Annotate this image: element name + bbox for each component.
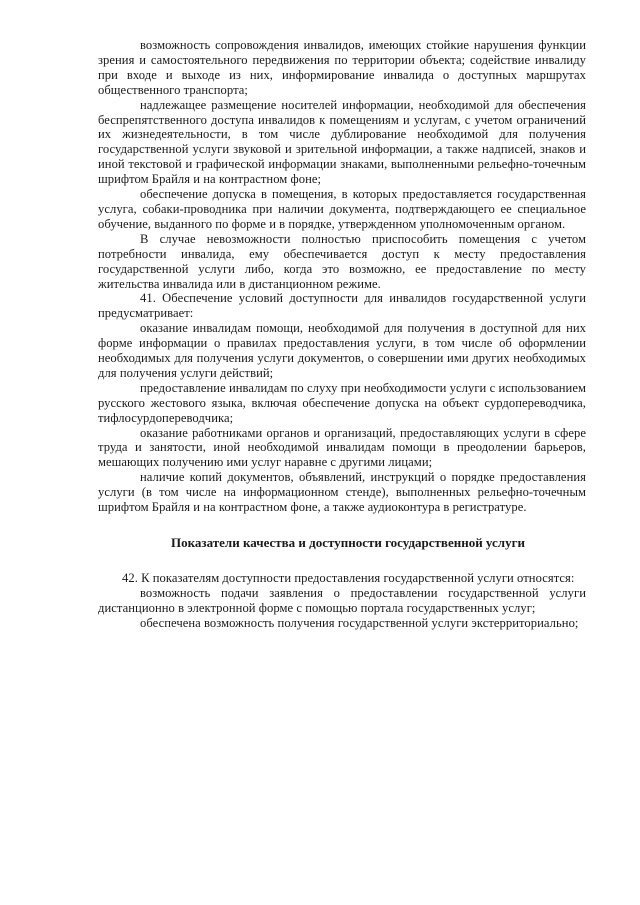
paragraph-staff-help: оказание работниками органов и организаций, предоставляющих услуги в сфере труда и занятости, иной необходимой инвалидам помощи в преодолении барьеров, мешающих получению ими услуг наравне с другими лицами; xyxy=(98,425,586,470)
paragraph-assistance: оказание инвалидам помощи, необходимой для получения в доступной для них форме информации о правилах предоставления услуги, в том числе об оформлении необходимых для получения услуги документов, о совершении ими других необходимых для получения услуги действий; xyxy=(98,321,586,380)
paragraph-sign-language: предоставление инвалидам по слуху при необходимости услуги с использованием русского жестового языка, включая обеспечение допуска на объект сурдопереводчика, тифлосурдопереводчика; xyxy=(98,380,586,425)
paragraph-guide-dog: обеспечение допуска в помещения, в которых предоставляется государственная услуга, собаки-проводника при наличии документа, подтверждающего ее специальное обучение, выданного по форме и в порядке, утвержденном уполномоченным органом. xyxy=(98,187,586,231)
paragraph-information-placement: надлежащее размещение носителей информации, необходимой для обеспечения беспрепятственного доступа инвалидов к помещениям и услугам, с учетом ограничений их жизнедеятельности, в том числе дублирование необходимой для получения государственной услуги звуковой и зрительной информации, а также надписей, знаков и иной текстовой и графической информации знаками, выполненными рельефно-точечным шрифтом Брайля и на контрастном фоне; xyxy=(98,97,586,187)
paragraph-escort: возможность сопровождения инвалидов, имеющих стойкие нарушения функции зрения и самостоятельного передвижения по территории объекта; содействие инвалиду при входе и выходе из них, информирование инвалида о доступных маршрутах общественного транспорта; xyxy=(98,38,586,97)
section-heading: Показатели качества и доступности государственной услуги xyxy=(170,535,525,550)
paragraph-41: 41. Обеспечение условий доступности для инвалидов государственной услуги предусматривает: xyxy=(98,291,586,321)
paragraph-42: 42. К показателям доступности предоставления государственной услуги относятся: xyxy=(122,570,575,585)
paragraph-electronic-application: возможность подачи заявления о предоставлении государственной услуги дистанционно в электронной форме с помощью портала государственных услуг; xyxy=(98,585,586,615)
paragraph-remote-access: В случае невозможности полностью приспособить помещения с учетом потребности инвалида, ему обеспечивается доступ к месту предоставления государственной услуги либо, когда это возможно, ее предоставление по месту жительства инвалида или в дистанционном режиме. xyxy=(98,231,586,291)
document-body xyxy=(98,38,586,631)
paragraph-extraterritorial: обеспечена возможность получения государственной услуги экстерриториально; xyxy=(140,615,579,630)
paragraph-braille-copies: наличие копий документов, объявлений, инструкций о порядке предоставления услуги (в том числе на информационном стенде), выполненных рельефно-точечным шрифтом Брайля и на контрастном фоне, а также аудиоконтура в регистратуре. xyxy=(98,470,586,515)
